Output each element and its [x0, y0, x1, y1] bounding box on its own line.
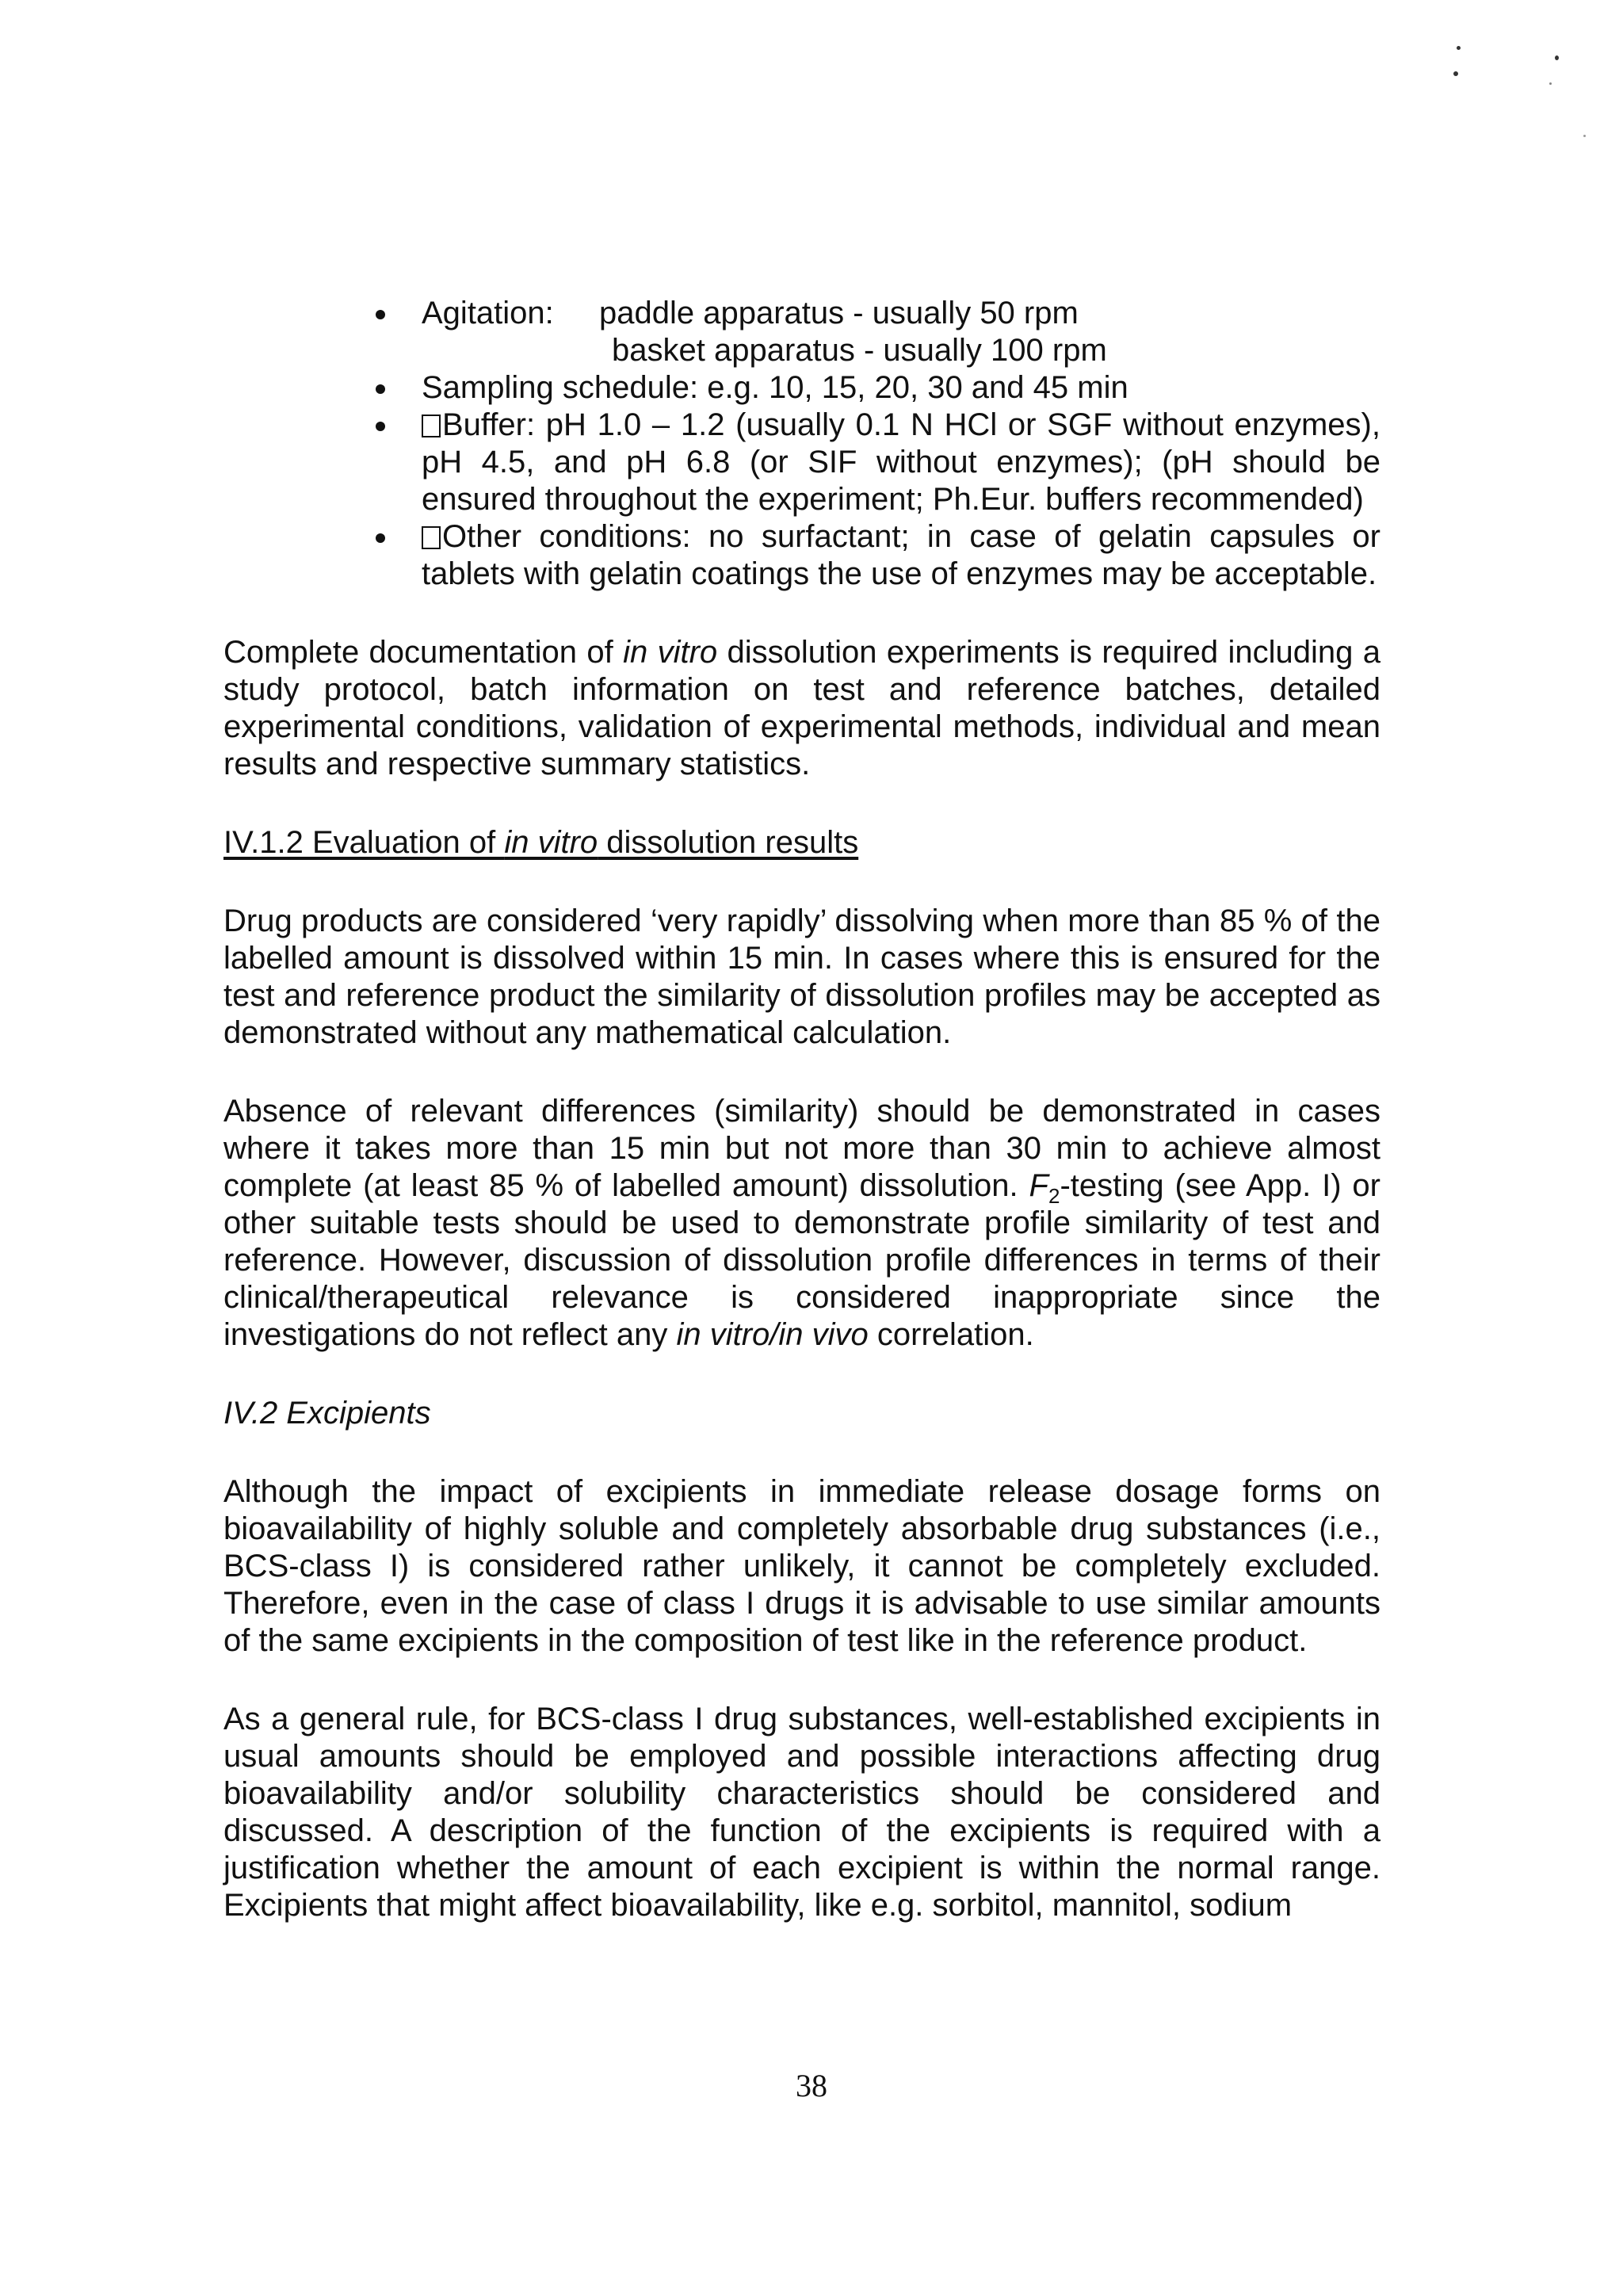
- paragraph-absence-differences: [223, 1093, 1381, 1354]
- absence-text-post: correlation.: [868, 1317, 1034, 1352]
- paragraph-excipients-rule: As a general rule, for BCS-class I drug substances, well-established excipients in usual amounts should be employed and possible interactions affecting drug bioavailability and/or solubility characteristics should be considered and discussed. A description of the function of the excipients is required with a justification whether the amount of each excipient is within the normal range. Excipients that might affect bioavailability, like e.g. sorbitol, mannitol, sodium: [223, 1702, 1381, 1923]
- absence-text-em: in vitro/in vivo: [676, 1317, 869, 1352]
- bullet-agitation: [223, 295, 1381, 369]
- missing-glyph-box-icon: [422, 526, 441, 549]
- paragraph-rapid-dissolution: Drug products are considered ‘very rapidly’ dissolving when more than 85 % of the labelled amount is dissolved within 15 min. In cases where this is ensured for the test and reference product the similarity of dissolution profiles may be accepted as demonstrated without any mathematical calculation.: [223, 904, 1381, 1050]
- agitation-paddle: paddle apparatus - usually 50 rpm: [599, 296, 1079, 330]
- document-body: [223, 295, 1381, 1924]
- page-number: 38: [796, 2068, 827, 2103]
- condition-list: [223, 295, 1381, 593]
- evaluation-heading-post: dissolution results: [598, 825, 859, 860]
- paragraph-excipients-impact: Although the impact of excipients in immediate release dosage forms on bioavailability of highly soluble and completely absorbable drug substances (i.e., BCS-class I) is considered rather unlikely, it cannot be completely excluded. Therefore, even in the case of class I drugs it is advisable to use similar amounts of the same excipients in the composition of test like in the reference product.: [223, 1474, 1381, 1658]
- documentation-text-em: in vitro: [623, 635, 718, 670]
- bullet-other-conditions: [223, 518, 1381, 593]
- sampling-text: Sampling schedule: e.g. 10, 15, 20, 30 and 45 min: [422, 370, 1128, 405]
- evaluation-heading-em: in vitro: [504, 825, 598, 860]
- agitation-label: Agitation:: [422, 296, 554, 330]
- paragraph-documentation: [223, 634, 1381, 783]
- scan-speck: [1555, 55, 1559, 60]
- scan-speck: [1549, 82, 1552, 85]
- absence-text-pre: Absence of relevant differences (similarity) should be demonstrated in cases where it takes more than 15 min but not more than 30 min to achieve almost complete (at least 85 % of labelled amount) dissolution.: [223, 1094, 1381, 1203]
- absence-f-subscript: 2: [1048, 1184, 1060, 1208]
- other-conditions-text: Other conditions: no surfactant; in case of gelatin capsules or tablets with gelatin coatings the use of enzymes may be acceptable.: [422, 519, 1381, 591]
- absence-text-mid: -testing (see App. I) or other suitable tests should be used to demonstrate profile similarity of test and reference. However, discussion of dissolution profile differences in terms of their clinical/therapeutical relevance is considered inappropriate since the investigations do not reflect any: [223, 1168, 1381, 1352]
- bullet-buffer: [223, 407, 1381, 518]
- documentation-text-post: dissolution experiments is required including a study protocol, batch information on test and reference batches, detailed experimental conditions, validation of experimental methods, individual and mean results and respective summary statistics.: [223, 635, 1381, 781]
- scan-speck: [1453, 71, 1458, 76]
- bullet-sampling: [223, 369, 1381, 407]
- scan-speck: [1583, 135, 1586, 137]
- buffer-text: Buffer: pH 1.0 – 1.2 (usually 0.1 N HCl or SGF without enzymes), pH 4.5, and pH 6.8 (or SIF without enzymes); (pH should be ensured throughout the experiment; Ph.Eur. buffers recommended): [422, 407, 1381, 517]
- scan-speck: [1457, 46, 1461, 50]
- absence-f-symbol: F: [1029, 1168, 1048, 1203]
- agitation-basket: basket apparatus - usually 100 rpm: [612, 333, 1107, 368]
- documentation-text-pre: Complete documentation of: [223, 635, 624, 670]
- heading-evaluation: [223, 824, 1381, 861]
- evaluation-heading-pre: IV.1.2 Evaluation of: [223, 825, 505, 860]
- missing-glyph-box-icon: [422, 415, 441, 437]
- heading-excipients: IV.2 Excipients: [223, 1396, 431, 1431]
